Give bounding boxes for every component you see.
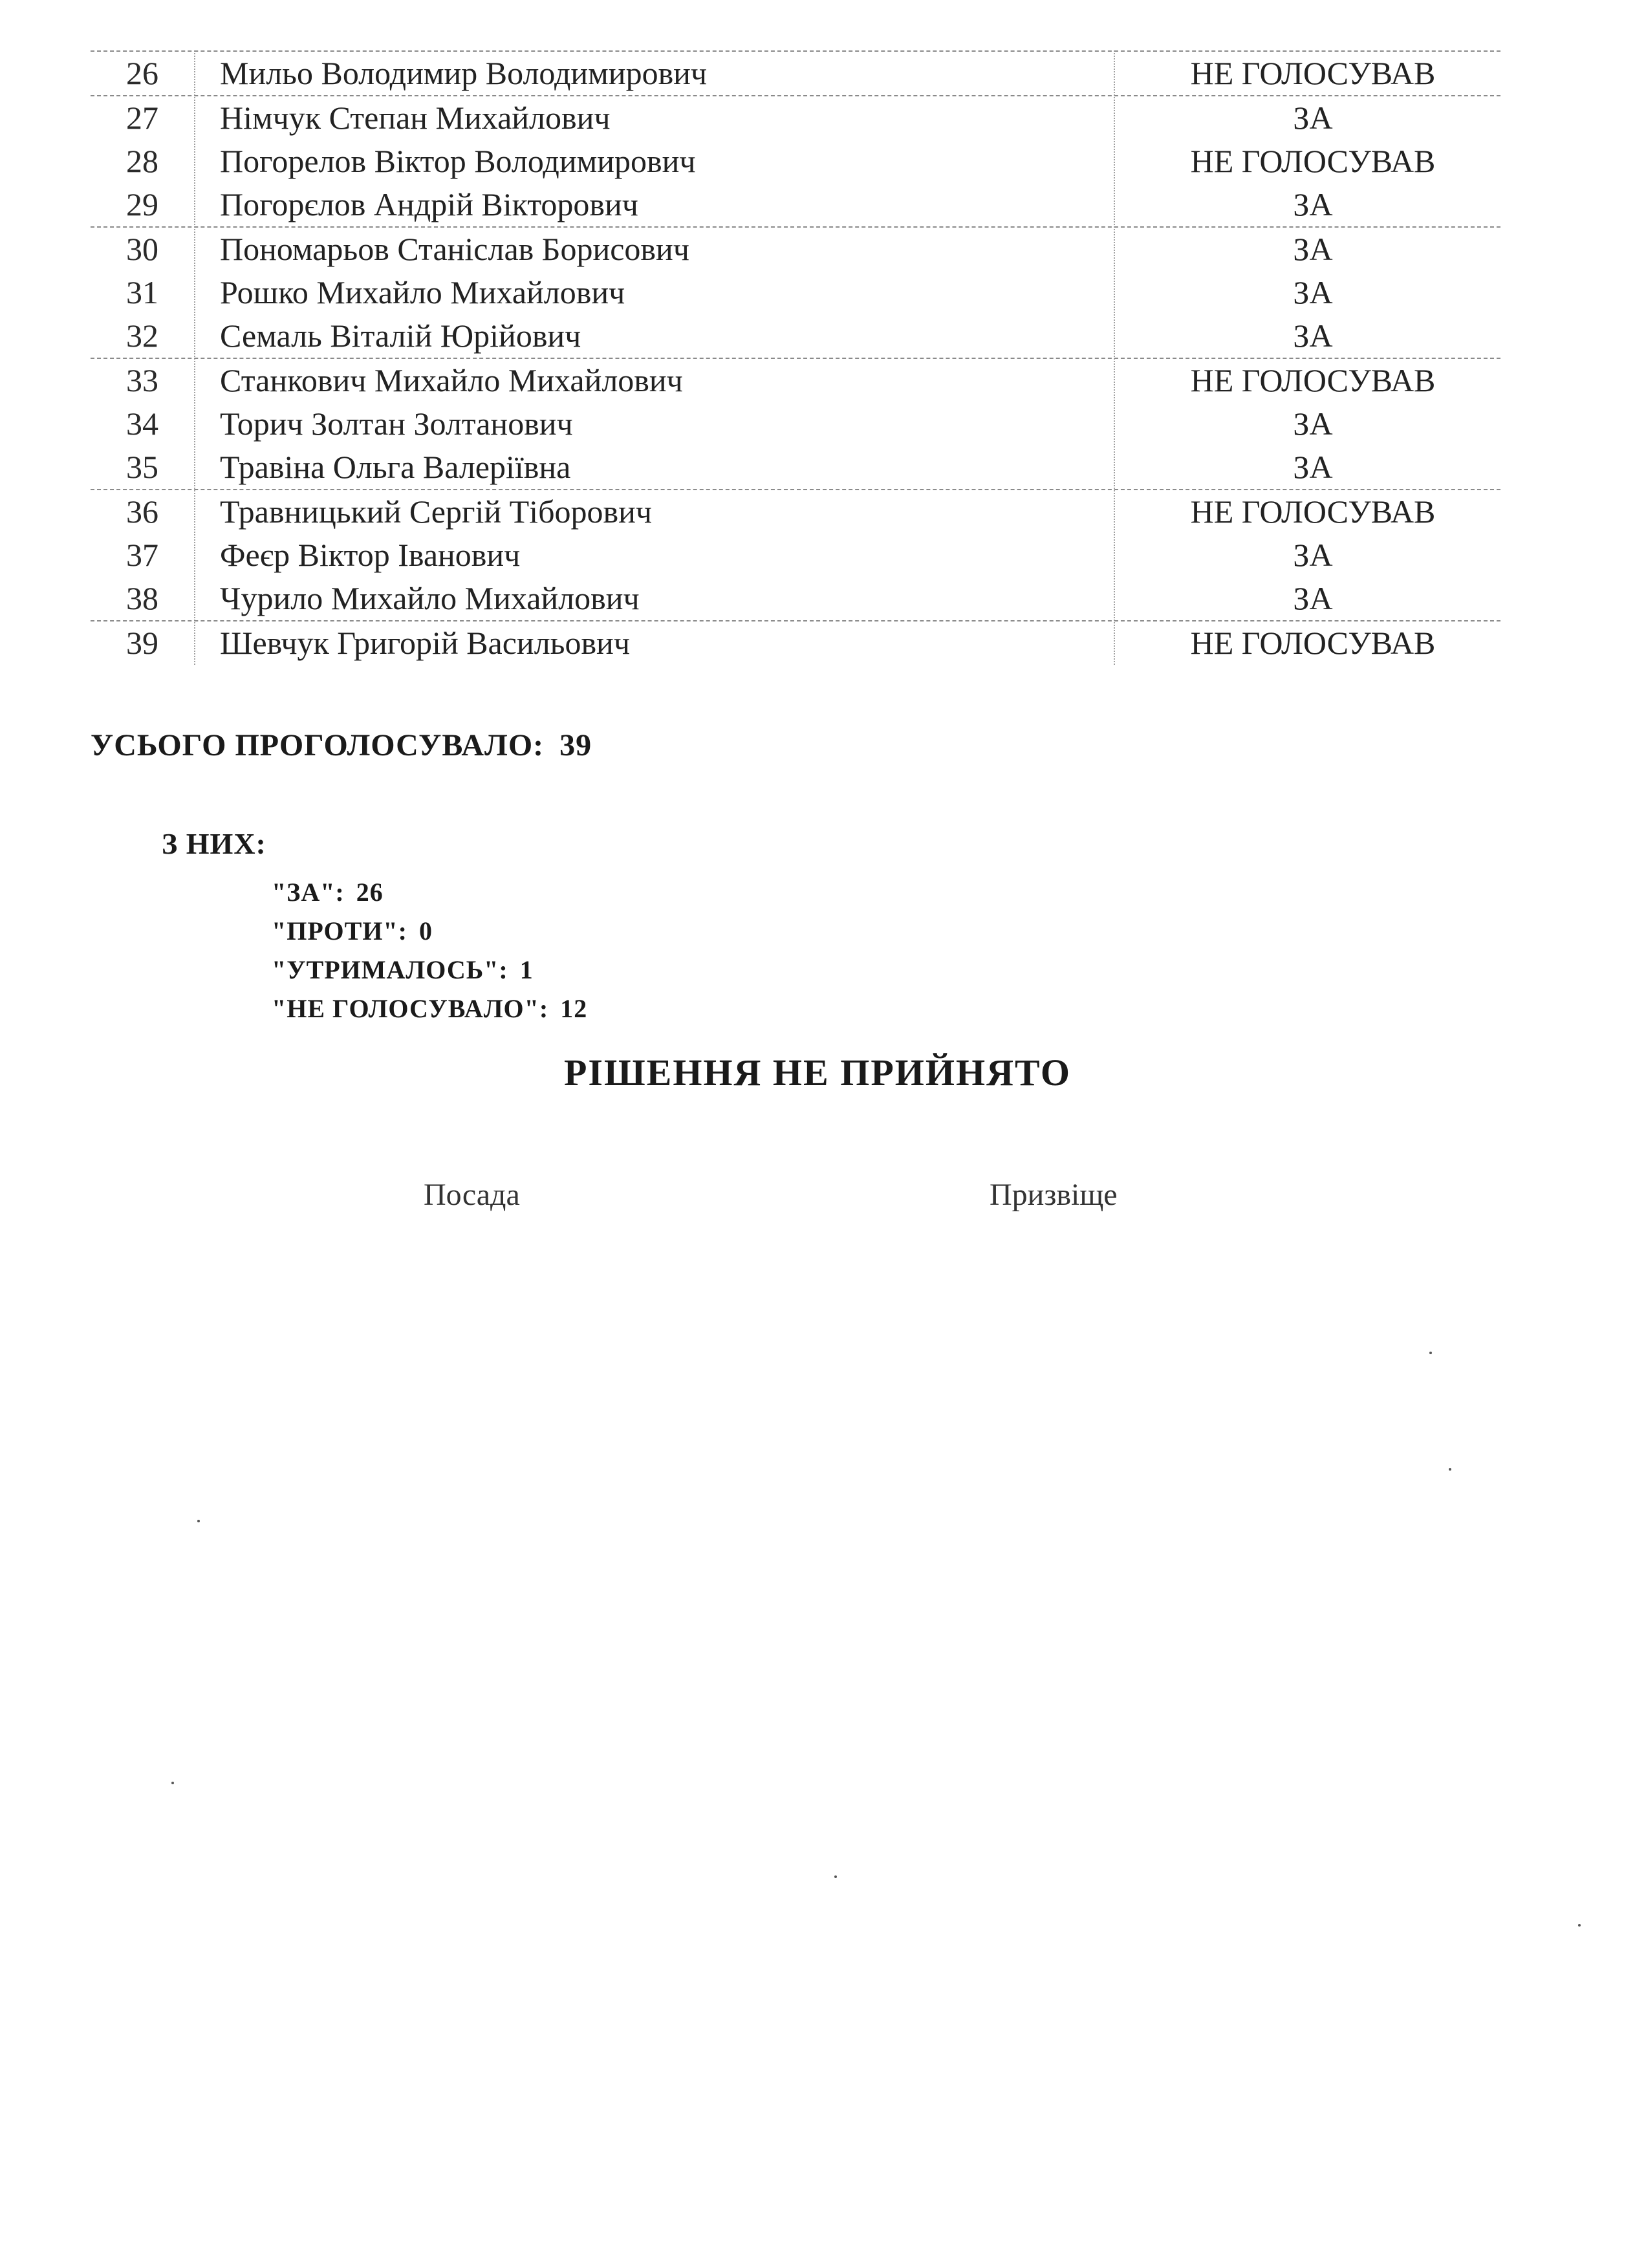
total-voted-label: УСЬОГО ПРОГОЛОСУВАЛО: [91,728,545,762]
vote-result: ЗА [1293,231,1333,267]
table-row [91,402,1500,446]
breakdown-label: "НЕ ГОЛОСУВАЛО": [272,994,549,1023]
table-row [91,446,1500,489]
deputy-name: Семаль Віталій Юрійович [220,318,581,354]
table-row [91,577,1500,620]
vote-result: ЗА [1293,274,1333,310]
deputy-name: Пономарьов Станіслав Борисович [220,231,689,267]
table-row [91,534,1500,577]
table-row [91,50,1500,95]
deputy-name: Феєр Віктор Іванович [220,537,521,573]
vote-result: НЕ ГОЛОСУВАВ [1190,625,1436,661]
vote-result: ЗА [1293,405,1333,442]
vote-result: НЕ ГОЛОСУВАВ [1190,55,1436,91]
deputy-name: Рошко Михайло Михайлович [220,274,625,310]
row-number: 36 [126,493,158,530]
scan-speck [1449,1468,1451,1471]
row-number: 29 [126,186,158,222]
scan-speck [1578,1924,1581,1927]
breakdown-value: 26 [356,878,384,907]
row-number: 34 [126,405,158,442]
table-row [91,489,1500,534]
vote-breakdown [272,873,587,1028]
table-row [91,358,1500,402]
table-row [91,95,1500,140]
vote-result: ЗА [1293,186,1333,222]
breakdown-value: 12 [560,994,588,1023]
table-row [91,314,1500,358]
vote-result: ЗА [1293,318,1333,354]
row-number: 33 [126,362,158,398]
breakdown-item [272,873,587,912]
deputy-name: Травницький Сергій Тіборович [220,493,653,530]
vote-table [91,50,1500,665]
signature-position-label: Посада [424,1178,520,1212]
vote-result: ЗА [1293,100,1333,136]
scan-speck [834,1875,837,1878]
row-number: 30 [126,231,158,267]
row-number: 39 [126,625,158,661]
breakdown-value: 1 [519,955,534,984]
table-row [91,620,1500,665]
of-them-heading: З НИХ: [162,827,266,860]
decision-heading: РІШЕННЯ НЕ ПРИЙНЯТО [563,1052,1072,1094]
table-row [91,271,1500,314]
deputy-name: Чурило Михайло Михайлович [220,580,640,616]
scan-speck [171,1782,174,1784]
signature-surname-label: Призвіще [990,1178,1118,1212]
breakdown-item [272,951,587,989]
breakdown-label: "ЗА": [272,878,345,907]
vote-result: ЗА [1293,537,1333,573]
breakdown-label: "ПРОТИ": [272,916,407,945]
vote-result: НЕ ГОЛОСУВАВ [1190,493,1436,530]
total-voted [91,728,592,763]
deputy-name: Торич Золтан Золтанович [220,405,573,442]
table-row [91,140,1500,183]
breakdown-item [272,989,587,1028]
deputy-name: Погорєлов Андрій Вікторович [220,186,638,222]
scan-speck [197,1520,200,1522]
breakdown-value: 0 [418,916,433,945]
deputy-name: Німчук Степан Михайлович [220,100,611,136]
row-number: 26 [126,55,158,91]
row-number: 31 [126,274,158,310]
row-number: 38 [126,580,158,616]
deputy-name: Травіна Ольга Валеріївна [220,449,571,485]
breakdown-label: "УТРИМАЛОСЬ": [272,955,508,984]
row-number: 37 [126,537,158,573]
vote-result: НЕ ГОЛОСУВАВ [1190,143,1436,179]
total-voted-value: 39 [559,728,592,762]
vote-result: НЕ ГОЛОСУВАВ [1190,362,1436,398]
table-row [91,183,1500,226]
deputy-name: Погорелов Віктор Володимирович [220,143,696,179]
deputy-name: Шевчук Григорій Васильович [220,625,630,661]
deputy-name: Станкович Михайло Михайлович [220,362,683,398]
row-number: 32 [126,318,158,354]
table-row [91,226,1500,271]
row-number: 27 [126,100,158,136]
vote-result: ЗА [1293,449,1333,485]
breakdown-item [272,912,587,951]
row-number: 28 [126,143,158,179]
scan-speck [1429,1352,1432,1354]
deputy-name: Мильо Володимир Володимирович [220,55,708,91]
row-number: 35 [126,449,158,485]
vote-result: ЗА [1293,580,1333,616]
